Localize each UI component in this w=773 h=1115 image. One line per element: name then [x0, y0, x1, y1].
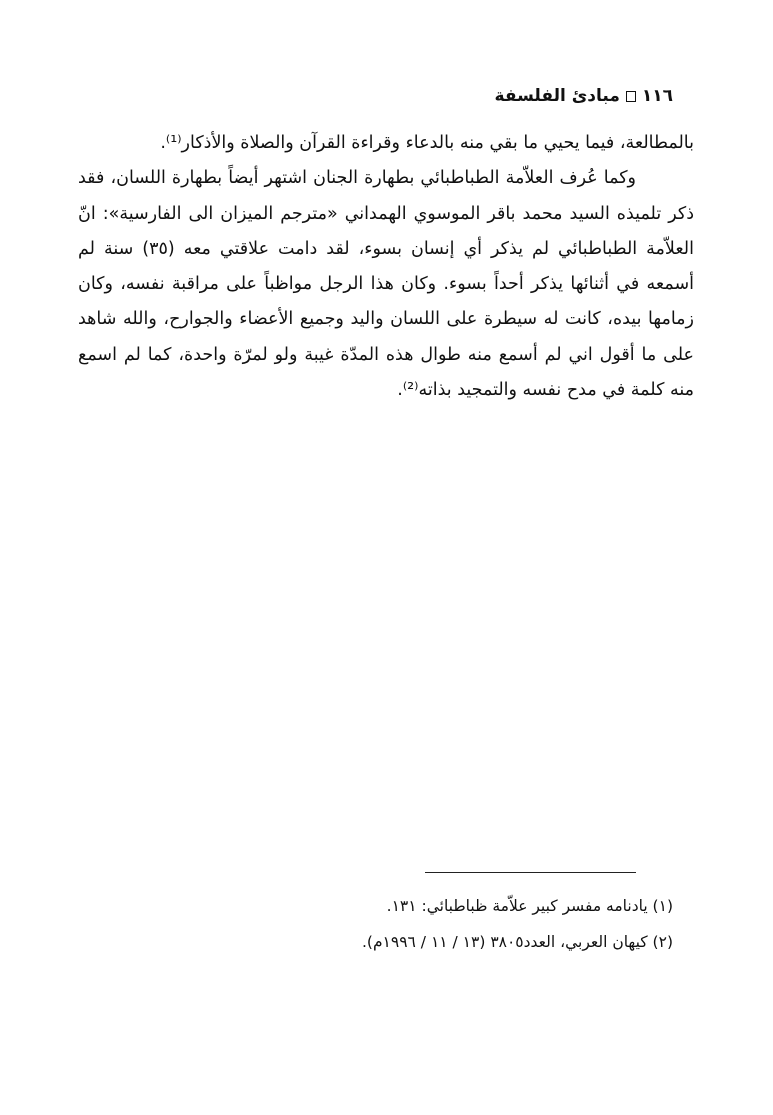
footnotes	[362, 888, 673, 960]
page-header	[495, 86, 673, 106]
paragraph: بالمطالعة، فيما يحيي ما بقي منه بالدعاء وقراءة القرآن والصلاة والأذكار⁽¹⁾.	[160, 133, 694, 153]
footnote: (٢) كيهان العربي، العدد٣٨٠٥ (١٣ / ١١ / ١٩٩٦م).	[361, 933, 673, 951]
paragraph: وكما عُرف العلاّمة الطباطبائي بطهارة الجنان اشتهر أيضاً بطهارة اللسان، فقد ذكر تلميذه السيد محمد باقر الموسوي الهمداني «مترجم الميزان الى الفارسية»: انّ العلاّمة الطباطبائي لم يذكر أي إنسان بسوء، لقد دامت علاقتي معه (٣٥) سنة لم أسمعه في أثنائها يذكر أحداً بسوء. وكان هذا الرجل مواظباً على مراقبة نفسه، وكان زمامها بيده، كانت له سيطرة على اللسان واليد وجميع الأعضاء والجوارح، والله شاهد على ما أقول اني لم أسمع منه طوال هذه المدّة غيبة ولو لمرّة واحدة، كما لم اسمع منه كلمة في مدح نفسه والتمجيد بذاته⁽²⁾.	[78, 168, 694, 401]
footnote-divider	[425, 872, 636, 873]
book-title: مبادئ الفلسفة	[494, 86, 620, 106]
body-text	[78, 126, 694, 408]
footnote: (١) يادنامه مفسر كبير علاّمة ظباطبائي: ١٣١.	[386, 897, 673, 915]
page-number: ١١٦	[641, 86, 673, 106]
square-separator-icon	[626, 91, 636, 102]
